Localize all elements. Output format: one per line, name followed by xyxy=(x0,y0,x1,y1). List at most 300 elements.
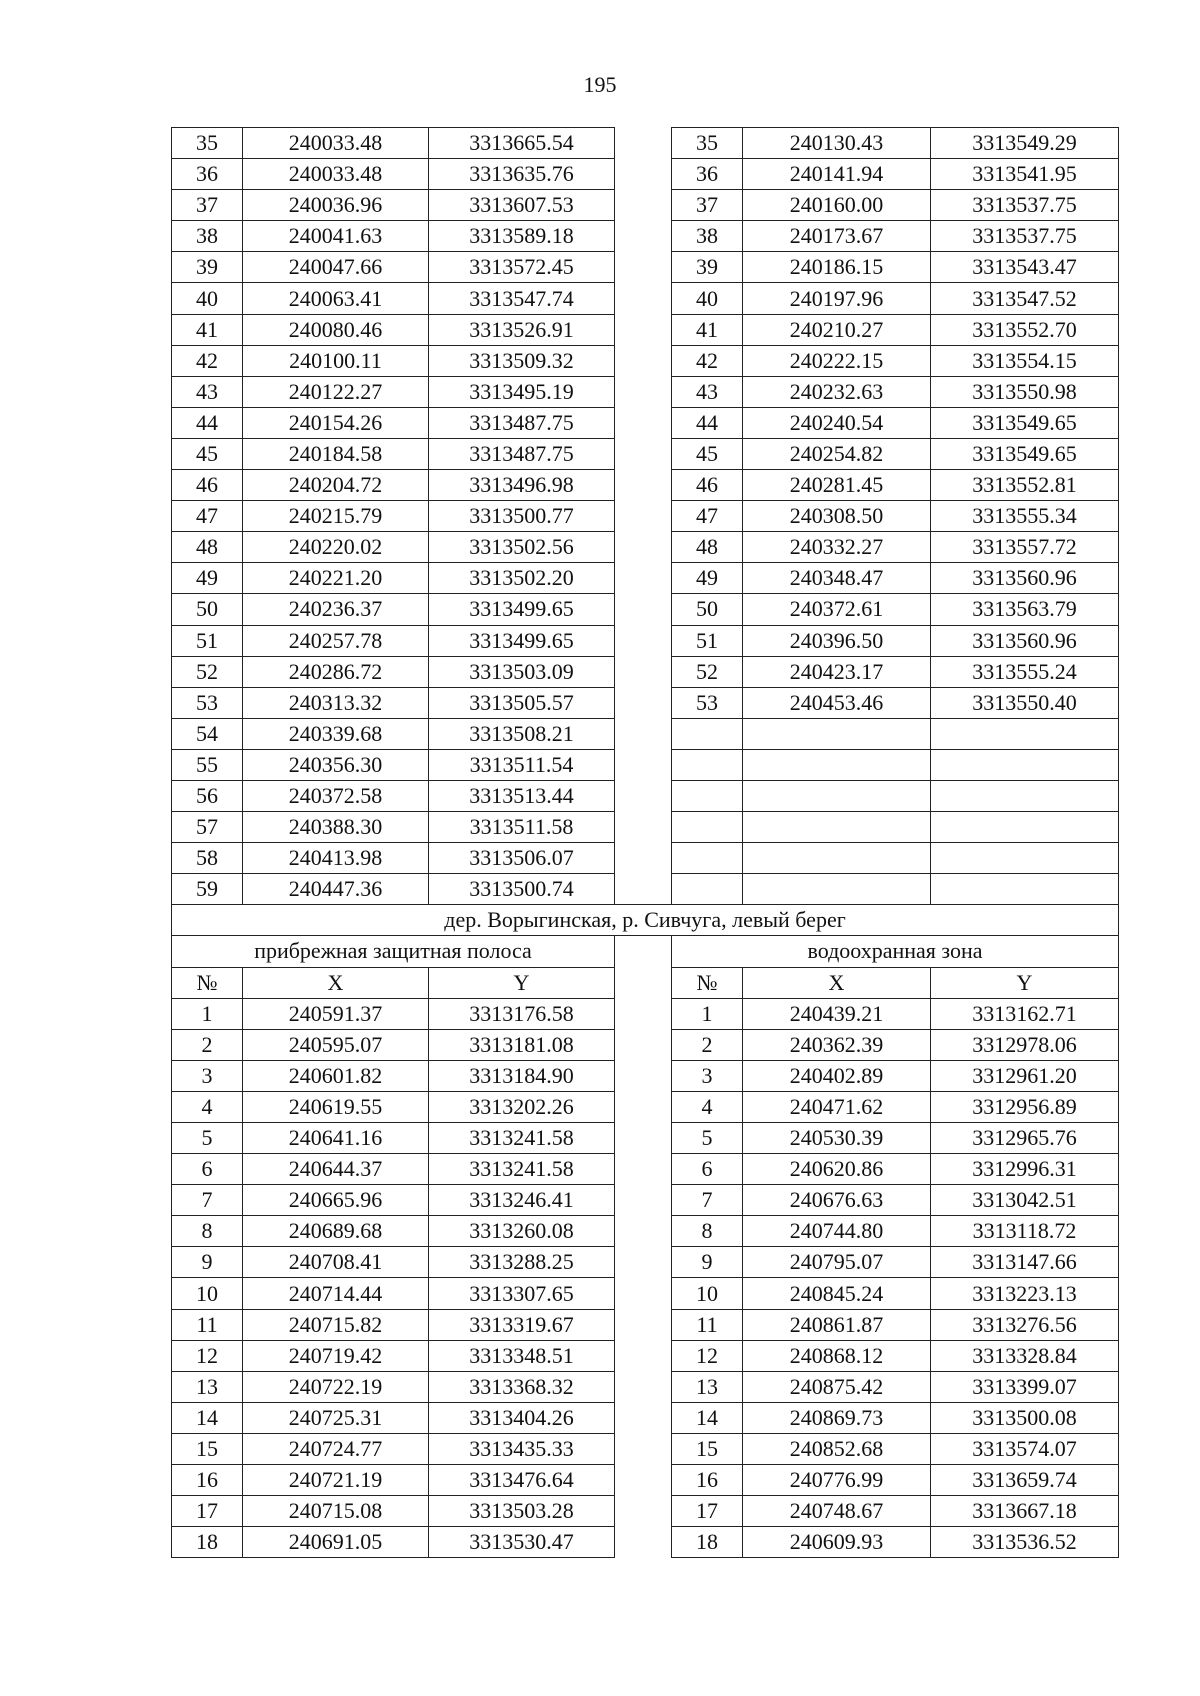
right-x-coordinate: 240748.67 xyxy=(743,1496,931,1527)
left-point-number: 52 xyxy=(172,656,243,687)
right-point-number: 35 xyxy=(672,128,743,159)
left-point-number: 11 xyxy=(172,1309,243,1340)
left-x-coordinate: 240257.78 xyxy=(243,625,429,656)
left-y-coordinate: 3313184.90 xyxy=(429,1060,615,1091)
gap-cell xyxy=(615,1185,672,1216)
right-point-number: 1 xyxy=(672,998,743,1029)
left-y-coordinate: 3313526.91 xyxy=(429,314,615,345)
right-y-coordinate: 3313555.24 xyxy=(931,656,1119,687)
table-row xyxy=(172,1029,1119,1060)
right-x-coordinate: 240173.67 xyxy=(743,221,931,252)
coordinates-table xyxy=(171,127,1119,1558)
left-y-coordinate: 3313502.20 xyxy=(429,563,615,594)
right-y-coordinate: 3313549.65 xyxy=(931,407,1119,438)
left-x-coordinate: 240122.27 xyxy=(243,376,429,407)
left-x-coordinate: 240708.41 xyxy=(243,1247,429,1278)
left-point-number: 6 xyxy=(172,1154,243,1185)
left-x-coordinate: 240154.26 xyxy=(243,407,429,438)
page-number: 195 xyxy=(583,72,617,97)
left-y-coordinate: 3313508.21 xyxy=(429,718,615,749)
right-x-coordinate: 240186.15 xyxy=(743,252,931,283)
right-x-coordinate: 240281.45 xyxy=(743,470,931,501)
right-y-coordinate: 3313555.34 xyxy=(931,501,1119,532)
left-point-number: 12 xyxy=(172,1340,243,1371)
table-row xyxy=(172,345,1119,376)
right-y-coordinate xyxy=(931,874,1119,905)
left-y-coordinate: 3313511.54 xyxy=(429,749,615,780)
left-point-number: 50 xyxy=(172,594,243,625)
right-x-coordinate: 240130.43 xyxy=(743,128,931,159)
left-y-coordinate: 3313260.08 xyxy=(429,1216,615,1247)
left-number-header: № xyxy=(172,967,243,998)
right-point-number: 39 xyxy=(672,252,743,283)
coastal-strip-heading: прибрежная защитная полоса xyxy=(172,936,615,967)
gap-cell xyxy=(615,998,672,1029)
block2-header xyxy=(172,905,1119,998)
left-point-number: 41 xyxy=(172,314,243,345)
left-x-coordinate: 240447.36 xyxy=(243,874,429,905)
right-x-coordinate: 240868.12 xyxy=(743,1340,931,1371)
right-y-header: Y xyxy=(931,967,1119,998)
right-point-number: 11 xyxy=(672,1309,743,1340)
left-x-coordinate: 240388.30 xyxy=(243,812,429,843)
block2-body xyxy=(172,998,1119,1558)
left-point-number: 4 xyxy=(172,1091,243,1122)
left-point-number: 48 xyxy=(172,532,243,563)
left-point-number: 16 xyxy=(172,1465,243,1496)
left-point-number: 42 xyxy=(172,345,243,376)
right-x-coordinate: 240232.63 xyxy=(743,376,931,407)
left-x-coordinate: 240665.96 xyxy=(243,1185,429,1216)
left-x-coordinate: 240595.07 xyxy=(243,1029,429,1060)
gap-cell xyxy=(615,625,672,656)
left-y-coordinate: 3313503.28 xyxy=(429,1496,615,1527)
left-point-number: 1 xyxy=(172,998,243,1029)
left-point-number: 55 xyxy=(172,749,243,780)
gap-cell xyxy=(615,376,672,407)
right-y-coordinate: 3313536.52 xyxy=(931,1527,1119,1558)
right-x-coordinate: 240396.50 xyxy=(743,625,931,656)
left-y-coordinate: 3313503.09 xyxy=(429,656,615,687)
right-point-number: 12 xyxy=(672,1340,743,1371)
right-x-coordinate: 240254.82 xyxy=(743,438,931,469)
table-row xyxy=(172,718,1119,749)
table-row xyxy=(172,998,1119,1029)
left-point-number: 44 xyxy=(172,407,243,438)
left-point-number: 37 xyxy=(172,190,243,221)
table-row xyxy=(172,687,1119,718)
right-y-coordinate xyxy=(931,843,1119,874)
left-x-coordinate: 240080.46 xyxy=(243,314,429,345)
left-x-coordinate: 240100.11 xyxy=(243,345,429,376)
right-x-coordinate: 240852.68 xyxy=(743,1433,931,1464)
left-point-number: 36 xyxy=(172,159,243,190)
left-x-coordinate: 240033.48 xyxy=(243,128,429,159)
left-x-coordinate: 240184.58 xyxy=(243,438,429,469)
table-row xyxy=(172,656,1119,687)
right-point-number: 9 xyxy=(672,1247,743,1278)
left-y-coordinate: 3313635.76 xyxy=(429,159,615,190)
right-point-number: 3 xyxy=(672,1060,743,1091)
table-row xyxy=(172,874,1119,905)
left-y-coordinate: 3313348.51 xyxy=(429,1340,615,1371)
left-y-coordinate: 3313476.64 xyxy=(429,1465,615,1496)
right-x-coordinate: 240776.99 xyxy=(743,1465,931,1496)
right-y-coordinate: 3312996.31 xyxy=(931,1154,1119,1185)
left-point-number: 9 xyxy=(172,1247,243,1278)
table-row xyxy=(172,1060,1119,1091)
left-y-coordinate: 3313500.77 xyxy=(429,501,615,532)
gap-cell xyxy=(615,1527,672,1558)
left-x-coordinate: 240715.08 xyxy=(243,1496,429,1527)
table-row xyxy=(172,159,1119,190)
left-point-number: 53 xyxy=(172,687,243,718)
left-y-coordinate: 3313502.56 xyxy=(429,532,615,563)
left-y-coordinate: 3313499.65 xyxy=(429,625,615,656)
right-x-coordinate: 240795.07 xyxy=(743,1247,931,1278)
right-point-number xyxy=(672,749,743,780)
right-point-number: 52 xyxy=(672,656,743,687)
left-y-coordinate: 3313288.25 xyxy=(429,1247,615,1278)
gap-cell xyxy=(615,1216,672,1247)
left-x-coordinate: 240591.37 xyxy=(243,998,429,1029)
right-y-coordinate xyxy=(931,749,1119,780)
right-y-coordinate: 3313549.65 xyxy=(931,438,1119,469)
left-x-coordinate: 240644.37 xyxy=(243,1154,429,1185)
right-point-number: 53 xyxy=(672,687,743,718)
left-y-coordinate: 3313181.08 xyxy=(429,1029,615,1060)
left-y-coordinate: 3313505.57 xyxy=(429,687,615,718)
left-point-number: 15 xyxy=(172,1433,243,1464)
left-y-coordinate: 3313487.75 xyxy=(429,438,615,469)
right-point-number: 45 xyxy=(672,438,743,469)
left-point-number: 45 xyxy=(172,438,243,469)
block2-title: дер. Ворыгинская, р. Сивчуга, левый берег xyxy=(172,905,1119,936)
table-row xyxy=(172,1527,1119,1558)
right-y-coordinate: 3313560.96 xyxy=(931,563,1119,594)
left-x-coordinate: 240063.41 xyxy=(243,283,429,314)
right-point-number: 14 xyxy=(672,1402,743,1433)
left-x-coordinate: 240356.30 xyxy=(243,749,429,780)
right-y-coordinate: 3313659.74 xyxy=(931,1465,1119,1496)
gap-cell xyxy=(615,967,672,998)
left-point-number: 18 xyxy=(172,1527,243,1558)
right-x-coordinate: 240439.21 xyxy=(743,998,931,1029)
right-point-number: 40 xyxy=(672,283,743,314)
table-row xyxy=(172,532,1119,563)
gap-cell xyxy=(615,843,672,874)
right-point-number: 37 xyxy=(672,190,743,221)
table-row xyxy=(172,501,1119,532)
right-y-coordinate: 3313552.70 xyxy=(931,314,1119,345)
gap-cell xyxy=(615,438,672,469)
left-point-number: 8 xyxy=(172,1216,243,1247)
right-y-coordinate: 3313549.29 xyxy=(931,128,1119,159)
gap-cell xyxy=(615,1309,672,1340)
left-x-coordinate: 240313.32 xyxy=(243,687,429,718)
gap-cell xyxy=(615,718,672,749)
gap-cell xyxy=(615,345,672,376)
left-x-coordinate: 240041.63 xyxy=(243,221,429,252)
right-point-number: 6 xyxy=(672,1154,743,1185)
left-point-number: 58 xyxy=(172,843,243,874)
table-row xyxy=(172,1247,1119,1278)
right-x-coordinate: 240423.17 xyxy=(743,656,931,687)
right-x-coordinate: 240530.39 xyxy=(743,1123,931,1154)
table-row xyxy=(172,749,1119,780)
right-y-coordinate xyxy=(931,780,1119,811)
table-row xyxy=(172,1216,1119,1247)
right-x-coordinate: 240362.39 xyxy=(743,1029,931,1060)
gap-cell xyxy=(615,936,672,967)
table-row xyxy=(172,221,1119,252)
table-row xyxy=(172,314,1119,345)
gap-cell xyxy=(615,1123,672,1154)
left-x-coordinate: 240689.68 xyxy=(243,1216,429,1247)
right-point-number: 44 xyxy=(672,407,743,438)
right-point-number: 47 xyxy=(672,501,743,532)
left-y-coordinate: 3313500.74 xyxy=(429,874,615,905)
left-x-coordinate: 240339.68 xyxy=(243,718,429,749)
gap-cell xyxy=(615,874,672,905)
left-y-coordinate: 3313246.41 xyxy=(429,1185,615,1216)
gap-cell xyxy=(615,563,672,594)
right-point-number: 8 xyxy=(672,1216,743,1247)
left-point-number: 13 xyxy=(172,1371,243,1402)
left-y-coordinate: 3313307.65 xyxy=(429,1278,615,1309)
right-point-number xyxy=(672,780,743,811)
gap-cell xyxy=(615,532,672,563)
left-y-coordinate: 3313487.75 xyxy=(429,407,615,438)
left-y-coordinate: 3313319.67 xyxy=(429,1309,615,1340)
table-row xyxy=(172,843,1119,874)
left-x-coordinate: 240715.82 xyxy=(243,1309,429,1340)
water-protection-zone-heading: водоохранная зона xyxy=(672,936,1119,967)
right-point-number: 36 xyxy=(672,159,743,190)
right-point-number: 41 xyxy=(672,314,743,345)
table-row xyxy=(172,1371,1119,1402)
table-row xyxy=(172,1402,1119,1433)
gap-cell xyxy=(615,749,672,780)
gap-cell xyxy=(615,159,672,190)
gap-cell xyxy=(615,190,672,221)
left-y-coordinate: 3313547.74 xyxy=(429,283,615,314)
right-point-number xyxy=(672,812,743,843)
left-x-coordinate: 240601.82 xyxy=(243,1060,429,1091)
table-row xyxy=(172,1309,1119,1340)
left-point-number: 10 xyxy=(172,1278,243,1309)
right-x-coordinate: 240240.54 xyxy=(743,407,931,438)
right-point-number xyxy=(672,718,743,749)
gap-cell xyxy=(615,314,672,345)
table-row xyxy=(172,625,1119,656)
right-y-coordinate: 3313223.13 xyxy=(931,1278,1119,1309)
left-y-coordinate: 3313496.98 xyxy=(429,470,615,501)
right-x-coordinate: 240869.73 xyxy=(743,1402,931,1433)
table-row xyxy=(172,1496,1119,1527)
right-x-coordinate xyxy=(743,718,931,749)
right-point-number: 16 xyxy=(672,1465,743,1496)
left-x-coordinate: 240619.55 xyxy=(243,1091,429,1122)
right-y-coordinate: 3313162.71 xyxy=(931,998,1119,1029)
table-row xyxy=(172,1465,1119,1496)
table-row xyxy=(172,1154,1119,1185)
gap-cell xyxy=(615,1340,672,1371)
left-y-coordinate: 3313530.47 xyxy=(429,1527,615,1558)
right-y-coordinate: 3312978.06 xyxy=(931,1029,1119,1060)
right-y-coordinate: 3313550.98 xyxy=(931,376,1119,407)
table-row xyxy=(172,252,1119,283)
right-x-coordinate xyxy=(743,843,931,874)
right-point-number: 13 xyxy=(672,1371,743,1402)
right-x-coordinate: 240372.61 xyxy=(743,594,931,625)
left-x-coordinate: 240714.44 xyxy=(243,1278,429,1309)
right-x-coordinate: 240471.62 xyxy=(743,1091,931,1122)
table-row xyxy=(172,1433,1119,1464)
table-row xyxy=(172,128,1119,159)
right-x-coordinate: 240348.47 xyxy=(743,563,931,594)
left-y-coordinate: 3313513.44 xyxy=(429,780,615,811)
gap-cell xyxy=(615,1433,672,1464)
right-y-coordinate xyxy=(931,718,1119,749)
right-y-coordinate: 3313560.96 xyxy=(931,625,1119,656)
left-x-coordinate: 240641.16 xyxy=(243,1123,429,1154)
left-y-header: Y xyxy=(429,967,615,998)
left-x-coordinate: 240221.20 xyxy=(243,563,429,594)
gap-cell xyxy=(615,1060,672,1091)
left-x-coordinate: 240033.48 xyxy=(243,159,429,190)
right-x-coordinate: 240308.50 xyxy=(743,501,931,532)
gap-cell xyxy=(615,812,672,843)
left-point-number: 59 xyxy=(172,874,243,905)
table-row xyxy=(172,812,1119,843)
gap-cell xyxy=(615,470,672,501)
right-point-number: 10 xyxy=(672,1278,743,1309)
right-y-coordinate: 3313557.72 xyxy=(931,532,1119,563)
right-point-number: 42 xyxy=(672,345,743,376)
right-x-coordinate: 240861.87 xyxy=(743,1309,931,1340)
right-x-coordinate: 240160.00 xyxy=(743,190,931,221)
table-row xyxy=(172,1185,1119,1216)
block1-body xyxy=(172,128,1119,905)
left-x-coordinate: 240413.98 xyxy=(243,843,429,874)
right-point-number xyxy=(672,874,743,905)
gap-cell xyxy=(615,780,672,811)
table-row xyxy=(172,470,1119,501)
right-y-coordinate xyxy=(931,812,1119,843)
right-point-number xyxy=(672,843,743,874)
left-point-number: 43 xyxy=(172,376,243,407)
right-y-coordinate: 3312961.20 xyxy=(931,1060,1119,1091)
right-y-coordinate: 3313537.75 xyxy=(931,221,1119,252)
right-x-coordinate: 240453.46 xyxy=(743,687,931,718)
right-x-coordinate: 240332.27 xyxy=(743,532,931,563)
right-y-coordinate: 3313118.72 xyxy=(931,1216,1119,1247)
gap-cell xyxy=(615,1091,672,1122)
left-y-coordinate: 3313368.32 xyxy=(429,1371,615,1402)
table-row xyxy=(172,1123,1119,1154)
left-point-number: 35 xyxy=(172,128,243,159)
right-point-number: 43 xyxy=(672,376,743,407)
right-x-coordinate xyxy=(743,812,931,843)
left-x-coordinate: 240722.19 xyxy=(243,1371,429,1402)
left-x-coordinate: 240724.77 xyxy=(243,1433,429,1464)
table-row xyxy=(172,407,1119,438)
left-y-coordinate: 3313589.18 xyxy=(429,221,615,252)
block2-title-row xyxy=(172,905,1119,936)
right-y-coordinate: 3313537.75 xyxy=(931,190,1119,221)
column-header-row xyxy=(172,967,1119,998)
right-x-coordinate: 240620.86 xyxy=(743,1154,931,1185)
left-y-coordinate: 3313607.53 xyxy=(429,190,615,221)
gap-cell xyxy=(615,1371,672,1402)
right-point-number: 50 xyxy=(672,594,743,625)
left-x-coordinate: 240372.58 xyxy=(243,780,429,811)
left-x-coordinate: 240036.96 xyxy=(243,190,429,221)
right-point-number: 15 xyxy=(672,1433,743,1464)
right-x-header: X xyxy=(743,967,931,998)
right-x-coordinate: 240875.42 xyxy=(743,1371,931,1402)
left-point-number: 51 xyxy=(172,625,243,656)
right-point-number: 18 xyxy=(672,1527,743,1558)
right-y-coordinate: 3313399.07 xyxy=(931,1371,1119,1402)
gap-cell xyxy=(615,656,672,687)
left-point-number: 47 xyxy=(172,501,243,532)
left-point-number: 3 xyxy=(172,1060,243,1091)
right-point-number: 2 xyxy=(672,1029,743,1060)
left-y-coordinate: 3313665.54 xyxy=(429,128,615,159)
gap-cell xyxy=(615,1247,672,1278)
gap-cell xyxy=(615,1496,672,1527)
table-row xyxy=(172,1091,1119,1122)
left-y-coordinate: 3313511.58 xyxy=(429,812,615,843)
left-y-coordinate: 3313499.65 xyxy=(429,594,615,625)
right-y-coordinate: 3312965.76 xyxy=(931,1123,1119,1154)
left-point-number: 14 xyxy=(172,1402,243,1433)
table-row xyxy=(172,438,1119,469)
left-y-coordinate: 3313506.07 xyxy=(429,843,615,874)
left-y-coordinate: 3313202.26 xyxy=(429,1091,615,1122)
table-row xyxy=(172,1340,1119,1371)
gap-cell xyxy=(615,687,672,718)
right-point-number: 48 xyxy=(672,532,743,563)
left-y-coordinate: 3313435.33 xyxy=(429,1433,615,1464)
right-y-coordinate: 3313543.47 xyxy=(931,252,1119,283)
left-x-coordinate: 240215.79 xyxy=(243,501,429,532)
gap-cell xyxy=(615,1465,672,1496)
table-row xyxy=(172,283,1119,314)
gap-cell xyxy=(615,594,672,625)
right-point-number: 49 xyxy=(672,563,743,594)
right-y-coordinate: 3313042.51 xyxy=(931,1185,1119,1216)
table-row xyxy=(172,1278,1119,1309)
table-row xyxy=(172,376,1119,407)
left-point-number: 54 xyxy=(172,718,243,749)
right-y-coordinate: 3313147.66 xyxy=(931,1247,1119,1278)
right-y-coordinate: 3313574.07 xyxy=(931,1433,1119,1464)
gap-cell xyxy=(615,407,672,438)
left-x-coordinate: 240691.05 xyxy=(243,1527,429,1558)
left-point-number: 5 xyxy=(172,1123,243,1154)
left-x-coordinate: 240725.31 xyxy=(243,1402,429,1433)
right-number-header: № xyxy=(672,967,743,998)
right-point-number: 17 xyxy=(672,1496,743,1527)
gap-cell xyxy=(615,283,672,314)
block2-section-row xyxy=(172,936,1119,967)
right-x-coordinate: 240222.15 xyxy=(743,345,931,376)
left-y-coordinate: 3313509.32 xyxy=(429,345,615,376)
gap-cell xyxy=(615,1278,672,1309)
